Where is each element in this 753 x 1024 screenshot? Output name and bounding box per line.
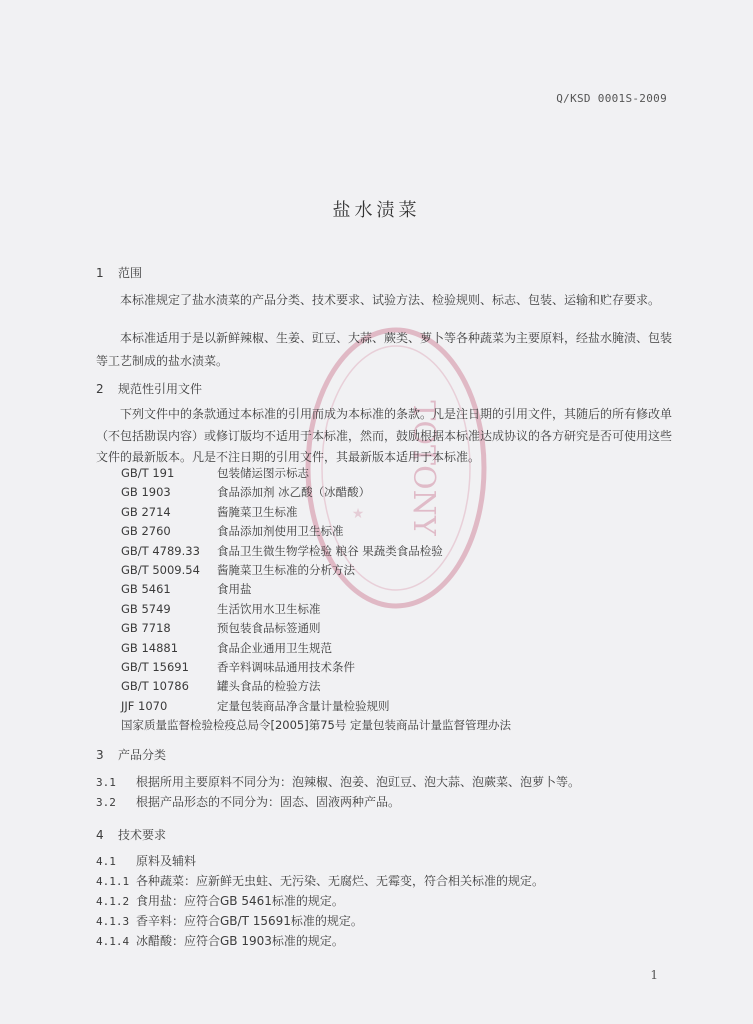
reference-code: GB 5749 — [121, 601, 171, 616]
section-heading-technical-requirements — [96, 826, 676, 843]
reference-item — [121, 639, 681, 658]
reference-item — [121, 580, 681, 599]
reference-title: 食品卫生微生物学检验 粮谷 果蔬类食品检验 — [217, 543, 443, 558]
clause-list — [96, 772, 676, 812]
clause-text: 根据产品形态的不同分为：固态、固液两种产品。 — [136, 795, 401, 809]
reference-title: 食品添加剂 冰乙酸（冰醋酸） — [217, 485, 371, 500]
subsection-heading-materials — [96, 851, 676, 871]
reference-title: 罐头食品的检验方法 — [217, 679, 321, 694]
section-heading-scope — [96, 264, 676, 281]
reference-title: 国家质量监督检验检疫总局令[2005]第75号 定量包装商品计量监督管理办法 — [121, 718, 512, 733]
clause-text: 食用盐：应符合GB 5461标准的规定。 — [136, 894, 344, 908]
clause-text: 根据所用主要原料不同分为：泡辣椒、泡姜、泡豇豆、泡大蒜、泡蕨菜、泡萝卜等。 — [136, 775, 581, 789]
reference-item — [121, 542, 681, 561]
clause-text: 香辛料：应符合GB/T 15691标准的规定。 — [136, 914, 363, 928]
reference-title: 食用盐 — [217, 582, 252, 597]
reference-code: JJF 1070 — [121, 698, 168, 713]
reference-title: 包装储运图示标志 — [217, 466, 309, 480]
section-heading-product-classification — [96, 746, 676, 763]
section-number: 4 — [96, 828, 104, 842]
reference-title: 预包装食品标签通则 — [217, 621, 321, 636]
section-title: 技术要求 — [118, 828, 167, 842]
reference-title: 香辛料调味品通用技术条件 — [217, 659, 355, 674]
reference-item — [121, 658, 681, 677]
reference-code: GB/T 15691 — [121, 659, 189, 674]
svg-text:TOTONY: TOTONY — [406, 400, 441, 536]
clause-item — [96, 871, 676, 891]
clause-number: 3.2 — [96, 796, 116, 809]
clause-item — [96, 772, 676, 792]
clause-item — [96, 891, 676, 911]
clause-number: 4.1 — [96, 855, 116, 868]
svg-text:★: ★ — [351, 506, 365, 522]
document-code: Q/KSD 0001S-2009 — [556, 92, 667, 105]
clause-number: 4.1.3 — [96, 915, 130, 928]
reference-code: GB/T 10786 — [121, 679, 189, 694]
reference-title: 生活饮用水卫生标准 — [217, 601, 321, 616]
reference-code: GB 14881 — [121, 640, 179, 655]
reference-code: GB/T 5009.54 — [121, 562, 200, 577]
section-number: 1 — [96, 266, 104, 280]
section-title: 范围 — [118, 266, 143, 280]
clause-text: 原料及辅料 — [136, 854, 197, 868]
clause-text: 冰醋酸：应符合GB 1903标准的规定。 — [136, 934, 344, 948]
section-number: 3 — [96, 748, 104, 762]
reference-code: GB/T 4789.33 — [121, 543, 200, 558]
reference-code: GB 5461 — [121, 582, 171, 597]
reference-code: GB 7718 — [121, 621, 171, 636]
clause-item — [96, 931, 676, 951]
reference-code: GB 1903 — [121, 485, 171, 500]
clause-item — [96, 911, 676, 931]
reference-item — [121, 503, 681, 522]
reference-title: 定量包装商品净含量计量检验规则 — [217, 698, 390, 713]
reference-item — [121, 464, 681, 483]
paragraph: 下列文件中的条款通过本标准的引用而成为本标准的条款。凡是注日期的引用文件，其随后的所有修改单（不包括勘误内容）或修订版均不适用于本标准，然而，鼓励根据本标准达成协议的各方研究是否可使用这些文件的最新版本。凡是不注日期的引用文件，其最新版本适用于本标准。 — [96, 407, 673, 464]
reference-list — [121, 464, 681, 735]
clause-item — [96, 792, 676, 812]
reference-title: 酱腌菜卫生标准 — [217, 504, 298, 519]
reference-item — [121, 697, 681, 716]
reference-title: 食品添加剂使用卫生标准 — [217, 524, 344, 539]
page-number: 1 — [650, 968, 658, 982]
clause-text: 各种蔬菜：应新鲜无虫蛀、无污染、无腐烂、无霉变，符合相关标准的规定。 — [136, 874, 545, 888]
document-title: 盐水渍菜 — [332, 200, 421, 221]
section-title: 规范性引用文件 — [118, 382, 203, 396]
section-title: 产品分类 — [118, 748, 167, 762]
clause-list — [96, 851, 676, 951]
reference-item — [121, 561, 681, 580]
reference-item — [121, 716, 681, 735]
clause-number: 4.1.4 — [96, 935, 130, 948]
paragraph: 本标准规定了盐水渍菜的产品分类、技术要求、试验方法、检验规则、标志、包装、运输和贮存要求。 — [120, 293, 661, 307]
section-heading-normative-references — [96, 380, 676, 397]
reference-title: 食品企业通用卫生规范 — [217, 640, 332, 655]
clause-number: 3.1 — [96, 776, 116, 789]
reference-code: GB/T 191 — [121, 466, 175, 480]
reference-item — [121, 600, 681, 619]
reference-code: GB 2760 — [121, 524, 171, 539]
clause-number: 4.1.1 — [96, 875, 130, 888]
section-number: 2 — [96, 382, 104, 396]
reference-item — [121, 483, 681, 502]
reference-item — [121, 619, 681, 638]
reference-code: GB 2714 — [121, 504, 171, 519]
reference-item — [121, 522, 681, 541]
paragraph: 本标准适用于是以新鲜辣椒、生姜、豇豆、大蒜、蕨类、萝卜等各种蔬菜为主要原料，经盐水腌渍、包装等工艺制成的盐水渍菜。 — [96, 331, 673, 368]
reference-item — [121, 677, 681, 696]
clause-number: 4.1.2 — [96, 895, 130, 908]
reference-title: 酱腌菜卫生标准的分析方法 — [217, 562, 355, 577]
